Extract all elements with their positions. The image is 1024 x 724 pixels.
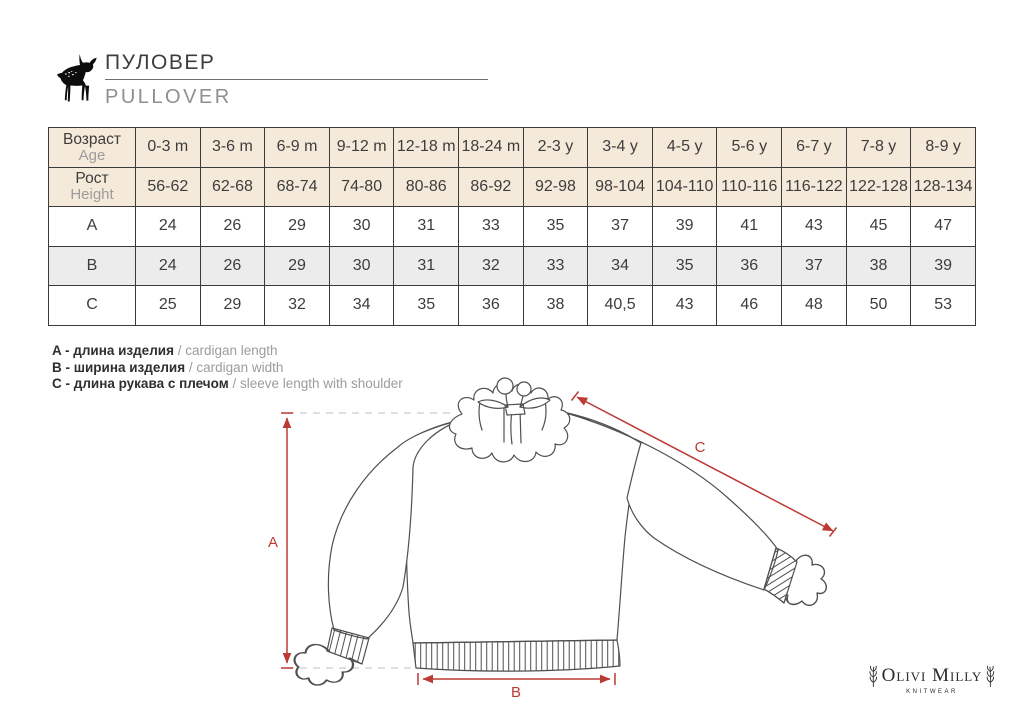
- value-a-12: 47: [911, 207, 976, 247]
- value-a-6: 35: [523, 207, 588, 247]
- legend-item-c: C - длина рукава с плечом / sleeve length with shoulder: [52, 376, 403, 391]
- value-c-11: 50: [846, 286, 911, 326]
- arrow-a: [281, 413, 293, 668]
- value-b-4: 31: [394, 246, 459, 286]
- height-cell-10: 116-122: [782, 167, 847, 207]
- value-c-4: 35: [394, 286, 459, 326]
- value-c-5: 36: [459, 286, 524, 326]
- value-c-8: 43: [652, 286, 717, 326]
- age-cell-0: 0-3 m: [136, 128, 201, 168]
- value-a-9: 41: [717, 207, 782, 247]
- height-cell-11: 122-128: [846, 167, 911, 207]
- label-b: B: [510, 684, 522, 701]
- age-cell-12: 8-9 y: [911, 128, 976, 168]
- value-a-10: 43: [782, 207, 847, 247]
- value-c-3: 34: [329, 286, 394, 326]
- measurement-label-a: A: [49, 207, 136, 247]
- age-cell-11: 7-8 y: [846, 128, 911, 168]
- laurel-sprig-left-icon: [868, 663, 879, 689]
- value-a-1: 26: [200, 207, 265, 247]
- height-cell-5: 86-92: [459, 167, 524, 207]
- height-cell-1: 62-68: [200, 167, 265, 207]
- value-a-2: 29: [265, 207, 330, 247]
- age-cell-10: 6-7 y: [782, 128, 847, 168]
- value-a-5: 33: [459, 207, 524, 247]
- age-cell-4: 12-18 m: [394, 128, 459, 168]
- value-a-3: 30: [329, 207, 394, 247]
- value-b-2: 29: [265, 246, 330, 286]
- age-header-ru: Возраст: [63, 130, 121, 148]
- value-b-1: 26: [200, 246, 265, 286]
- value-b-0: 24: [136, 246, 201, 286]
- measurement-label-c: C: [49, 286, 136, 326]
- height-cell-12: 128-134: [911, 167, 976, 207]
- label-a: A: [267, 534, 279, 551]
- value-b-6: 33: [523, 246, 588, 286]
- value-b-5: 32: [459, 246, 524, 286]
- value-b-3: 30: [329, 246, 394, 286]
- brand-subtitle: KNITWEAR: [906, 689, 958, 695]
- value-a-0: 24: [136, 207, 201, 247]
- value-c-9: 46: [717, 286, 782, 326]
- height-cell-3: 74-80: [329, 167, 394, 207]
- value-c-7: 40,5: [588, 286, 653, 326]
- value-c-1: 29: [200, 286, 265, 326]
- value-a-8: 39: [652, 207, 717, 247]
- value-a-7: 37: [588, 207, 653, 247]
- height-cell-6: 92-98: [523, 167, 588, 207]
- hem-ribbing: [413, 640, 620, 671]
- height-cell-7: 98-104: [588, 167, 653, 207]
- age-cell-5: 18-24 m: [459, 128, 524, 168]
- label-c: C: [694, 439, 706, 456]
- brand-logo: [868, 663, 996, 695]
- brand-name: Olivi Milly: [881, 665, 983, 686]
- value-b-7: 34: [588, 246, 653, 286]
- height-cell-2: 68-74: [265, 167, 330, 207]
- pompom-left: [497, 378, 513, 394]
- height-header-en: Height: [70, 186, 114, 204]
- height-header-ru: Рост: [75, 170, 109, 188]
- age-header-en: Age: [78, 146, 106, 164]
- age-cell-3: 9-12 m: [329, 128, 394, 168]
- height-cell-0: 56-62: [136, 167, 201, 207]
- height-cell-4: 80-86: [394, 167, 459, 207]
- value-c-10: 48: [782, 286, 847, 326]
- value-c-2: 32: [265, 286, 330, 326]
- value-b-8: 35: [652, 246, 717, 286]
- legend-item-a: A - длина изделия / cardigan length: [52, 343, 278, 358]
- page-subtitle: PULLOVER: [105, 86, 232, 108]
- age-cell-2: 6-9 m: [265, 128, 330, 168]
- measurement-label-b: B: [49, 246, 136, 286]
- value-b-11: 38: [846, 246, 911, 286]
- age-cell-8: 4-5 y: [652, 128, 717, 168]
- page-title: ПУЛОВЕР: [105, 51, 216, 74]
- value-a-11: 45: [846, 207, 911, 247]
- value-c-12: 53: [911, 286, 976, 326]
- sweater-sketch: [294, 378, 826, 685]
- age-cell-9: 5-6 y: [717, 128, 782, 168]
- legend-item-b: B - ширина изделия / cardigan width: [52, 359, 284, 375]
- value-a-4: 31: [394, 207, 459, 247]
- value-b-12: 39: [911, 246, 976, 286]
- height-cell-9: 110-116: [717, 167, 782, 207]
- age-cell-1: 3-6 m: [200, 128, 265, 168]
- laurel-sprig-right-icon: [985, 663, 996, 689]
- age-cell-7: 3-4 y: [588, 128, 653, 168]
- value-c-6: 38: [523, 286, 588, 326]
- value-b-9: 36: [717, 246, 782, 286]
- age-cell-6: 2-3 y: [523, 128, 588, 168]
- height-cell-8: 104-110: [652, 167, 717, 207]
- pompom-right: [517, 382, 531, 396]
- value-b-10: 37: [782, 246, 847, 286]
- value-c-0: 25: [136, 286, 201, 326]
